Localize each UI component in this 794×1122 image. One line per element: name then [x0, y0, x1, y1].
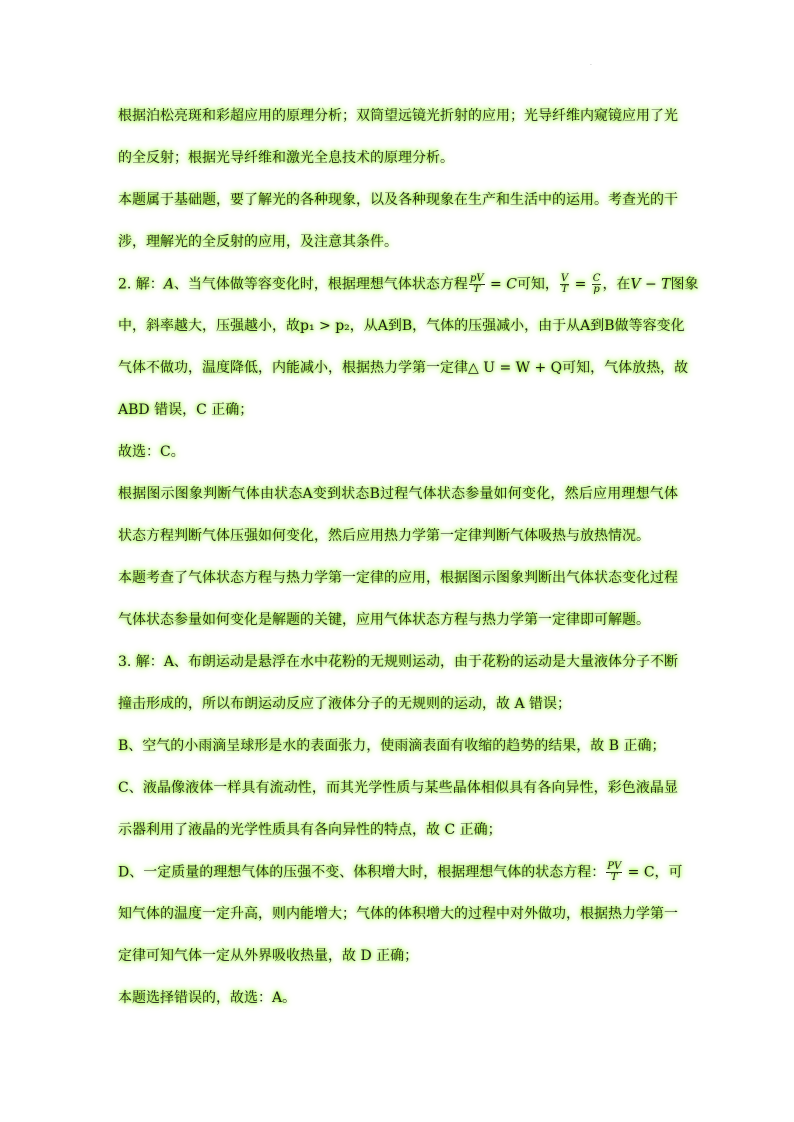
paragraph-line: 示器利用了液晶的光学性质具有各向异性的特点，故 C 正确； — [118, 822, 502, 838]
text-run: 可知， — [516, 276, 559, 293]
answer-choice-line: 故选：C。 — [118, 444, 185, 460]
text-run: 、当气体做等容变化时，根据理想气体状态方程 — [173, 276, 468, 293]
paragraph-line: 撞击形成的，所以布朗运动反应了液体分子的无规则的运动，故 A 错误； — [118, 696, 572, 712]
text-run: 图象 — [670, 276, 699, 293]
formula-fraction: $\frac{V}{T}$ — [560, 273, 569, 295]
paragraph-line: 根据泊松亮斑和彩超应用的原理分析；双筒望远镜光折射的应用；光导纤维内窥镜应用了光 — [118, 108, 678, 124]
paragraph-line: 定律可知气体一定从外界吸收热量，故 D 正确； — [118, 948, 419, 964]
formula-text: = C — [485, 276, 517, 293]
paragraph-line: 涉，理解光的全反射的应用，及注意其条件。 — [118, 234, 398, 250]
solution-3d-line — [118, 862, 683, 882]
formula-fraction: $\frac{C}{p}$ — [592, 273, 601, 295]
option-label: A — [163, 276, 174, 293]
paragraph-line: 气体状态参量如何变化是解题的关键，应用气体状态方程与热力学第一定律即可解题。 — [118, 612, 650, 628]
paragraph-line: 根据图示图象判断气体由状态A变到状态B过程气体状态参量如何变化，然后应用理想气体 — [118, 486, 678, 502]
paragraph-line: C、液晶像液体一样具有流动性，而其光学性质与某些晶体相似具有各向异性，彩色液晶显 — [118, 780, 678, 796]
paragraph-line: 3. 解：A、布朗运动是悬浮在水中花粉的无规则运动，由于花粉的运动是大量液体分子不断 — [118, 654, 678, 670]
paragraph-line: ABD 错误，C 正确； — [118, 402, 254, 418]
page-mark: · — [590, 62, 592, 69]
answer-choice-line: 本题选择错误的，故选：A。 — [118, 990, 297, 1006]
solution-2-line — [118, 274, 699, 294]
formula-fraction: $\frac{PV}{T}$ — [607, 861, 622, 883]
paragraph-line: B、空气的小雨滴呈球形是水的表面张力，使雨滴表面有收缩的趋势的结果，故 B 正确； — [118, 738, 666, 754]
formula-text: = — [570, 276, 591, 293]
paragraph-line: 本题考查了气体状态方程与热力学第一定律的应用，根据图示图象判断出气体状态变化过程 — [118, 570, 678, 586]
paragraph-line: 中，斜率越大，压强越小，故p₁ > p₂，从A到B，气体的压强减小，由于从A到B做等容变化 — [118, 318, 685, 334]
paragraph-line: 状态方程判断气体压强如何变化，然后应用热力学第一定律判断气体吸热与放热情况。 — [118, 528, 650, 544]
answer-number: 2. 解： — [118, 276, 164, 293]
paragraph-line: 知气体的温度一定升高，则内能增大；气体的体积增大的过程中对外做功，根据热力学第一 — [118, 906, 678, 922]
text-run: = C，可 — [623, 864, 683, 881]
paragraph-line: 本题属于基础题，要了解光的各种现象，以及各种现象在生产和生活中的运用。考查光的干 — [118, 192, 678, 208]
formula-text: V − T — [630, 276, 671, 293]
paragraph-line: 气体不做功，温度降低，内能减小，根据热力学第一定律△ U = W + Q可知，气体放热，故 — [118, 360, 689, 376]
text-run: D、一定质量的理想气体的压强不变、体积增大时，根据理想气体的状态方程： — [118, 864, 606, 881]
text-run: ，在 — [602, 276, 631, 293]
paragraph-line: 的全反射；根据光导纤维和激光全息技术的原理分析。 — [118, 150, 454, 166]
formula-fraction: $\frac{pV}{T}$ — [469, 273, 484, 295]
